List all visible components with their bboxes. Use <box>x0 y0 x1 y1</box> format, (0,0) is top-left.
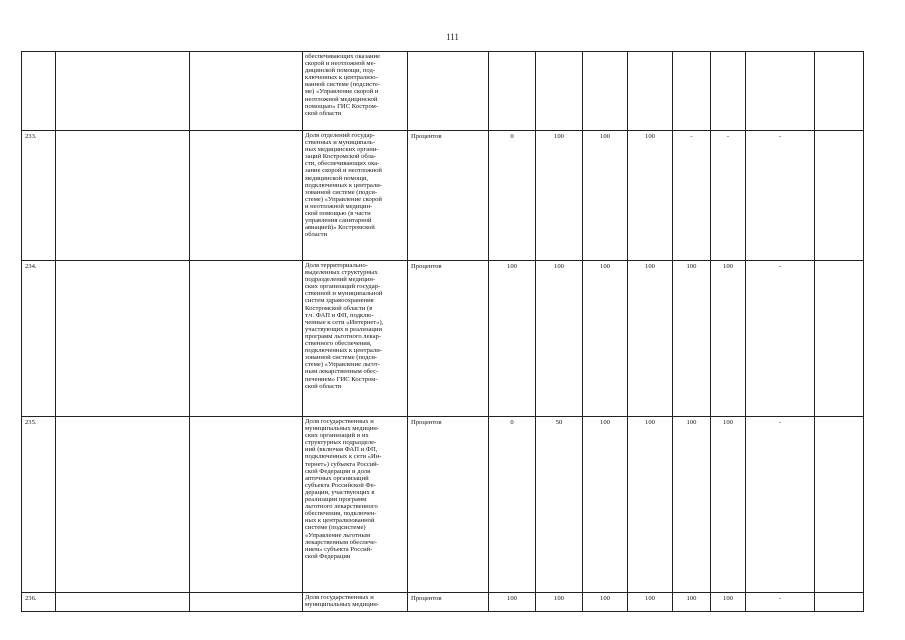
empty-cell <box>190 52 303 131</box>
empty-cell <box>56 417 190 593</box>
unit-cell <box>408 52 489 131</box>
value-cell: 100 <box>583 261 628 417</box>
indicator-line: Доля территориально- <box>305 262 368 269</box>
value-cell: 100 <box>489 261 536 417</box>
value-cell: - <box>711 131 746 261</box>
indicator-line: ской помощью (в части <box>305 210 371 218</box>
unit-cell: Процентов <box>408 131 489 261</box>
indicator-line: подразделений медицин- <box>305 276 376 284</box>
empty-cell <box>190 593 303 612</box>
value-cell: 100 <box>583 593 628 612</box>
value-cell: 100 <box>711 261 746 417</box>
indicator-line: и неотложной медицин- <box>305 202 373 210</box>
indicator-line: подключенных к сети «Ин- <box>305 453 382 461</box>
value-cell: 100 <box>628 417 673 593</box>
indicator-line: ских организаций государ- <box>305 283 381 291</box>
empty-cell <box>815 131 864 261</box>
indicator-name <box>303 417 408 593</box>
unit-cell: Процентов <box>408 417 489 593</box>
indicator-line: Доля государственных и <box>305 594 374 601</box>
indicator-name <box>303 52 408 131</box>
indicator-line: структурных подразделе- <box>305 439 377 447</box>
indicator-line: выделенных структурных <box>305 269 378 277</box>
value-cell: 100 <box>628 593 673 612</box>
value-cell: 100 <box>628 261 673 417</box>
indicator-line: системе (подсистеме) <box>305 524 366 532</box>
indicator-line: ственного обеспечения, <box>305 340 372 348</box>
indicator-line: нием» субъекта Россий- <box>305 545 373 553</box>
empty-cell <box>190 417 303 593</box>
table-row <box>22 593 864 612</box>
indicator-line: управления санитарной <box>305 217 372 225</box>
value-cell: 100 <box>673 417 711 593</box>
indicator-line: субъекта Российской Фе- <box>305 481 376 489</box>
value-cell: - <box>746 593 815 612</box>
row-number: 233. <box>22 131 56 261</box>
row-number: 234. <box>22 261 56 417</box>
value-cell: 100 <box>536 593 583 612</box>
value-cell <box>536 52 583 131</box>
indicator-line: ченные к сети «Интернет»), <box>305 318 384 326</box>
indicator-line: печением» ГИС Костром- <box>305 375 378 383</box>
indicator-line: тернет») субъекта Россий- <box>305 460 379 468</box>
value-cell <box>628 52 673 131</box>
value-cell: 100 <box>489 593 536 612</box>
value-cell: 100 <box>583 417 628 593</box>
row-number: 235. <box>22 417 56 593</box>
indicator-line: зованной системе (подси- <box>305 354 378 362</box>
value-cell: 100 <box>711 417 746 593</box>
indicator-line: зание скорой и неотложной <box>305 167 382 175</box>
indicator-line: льготного лекарственного <box>305 503 378 511</box>
indicator-line: ний (включая ФАП и ФП, <box>305 446 378 454</box>
indicator-line: ме) «Управление скорой и <box>305 88 379 96</box>
empty-cell <box>190 261 303 417</box>
indicator-line: т.ч. ФАП и ФП, подклю- <box>305 311 374 319</box>
indicator-line: ской Федерации и доля <box>305 467 371 475</box>
indicator-line: помощью» ГИС Костром- <box>305 102 379 110</box>
indicator-line: «Управление льготным <box>305 531 371 539</box>
page-number: 111 <box>446 32 459 42</box>
indicator-line: авиацией)» Костромской <box>305 224 375 232</box>
value-cell: - <box>746 417 815 593</box>
indicator-line: ских организаций и их <box>305 432 369 440</box>
indicator-line: ственной и муниципальной <box>305 290 383 298</box>
value-cell: - <box>673 131 711 261</box>
indicator-line: Костромской области (в <box>305 304 373 312</box>
value-cell: 100 <box>536 131 583 261</box>
indicator-line: ным лекарственным обес- <box>305 368 379 376</box>
indicator-line: Доля отделений государ- <box>305 132 375 139</box>
indicator-line: неотложной медицинской <box>305 95 378 103</box>
indicator-line: лекарственным обеспече- <box>305 538 377 546</box>
indicator-line: Доля государственных и <box>305 418 374 425</box>
indicators-table <box>21 51 864 612</box>
unit-cell: Процентов <box>408 261 489 417</box>
empty-cell <box>815 261 864 417</box>
table-row <box>22 417 864 593</box>
indicator-line: стеме) «Управление скорой <box>305 195 382 203</box>
indicator-line: подключенных к централи- <box>305 347 382 355</box>
value-cell: 100 <box>536 261 583 417</box>
indicator-line: области <box>305 231 328 239</box>
indicator-line: ных медицинских органи- <box>305 146 379 154</box>
indicator-line: обеспечивающих оказание <box>305 53 380 60</box>
unit-cell: Процентов <box>408 593 489 612</box>
table-row <box>22 261 864 417</box>
indicator-line: ключенных к централизо- <box>305 74 378 82</box>
indicator-line: ванной системе (подсисте- <box>305 81 380 89</box>
value-cell <box>583 52 628 131</box>
indicator-line: ской области <box>305 109 342 117</box>
row-number <box>22 52 56 131</box>
indicator-line: зованной системе (подси- <box>305 188 378 196</box>
indicator-line: участвующих в реализации <box>305 325 382 333</box>
indicator-line: муниципальных медицин- <box>305 425 379 433</box>
value-cell: 100 <box>628 131 673 261</box>
empty-cell <box>56 593 190 612</box>
value-cell: 100 <box>711 593 746 612</box>
indicator-line: обеспечения, подключен- <box>305 510 377 518</box>
indicator-line: программ льготного лекар- <box>305 332 382 340</box>
indicator-line: реализации программ <box>305 496 367 504</box>
value-cell <box>489 52 536 131</box>
value-cell: 100 <box>583 131 628 261</box>
indicator-name <box>303 261 408 417</box>
indicator-line: ской Федерации <box>305 552 351 560</box>
value-cell: 100 <box>673 261 711 417</box>
indicator-line: дерации, участвующих в <box>305 488 375 496</box>
indicator-line: дицинской помощи, под- <box>305 67 375 75</box>
indicator-line: медицинской помощи, <box>305 174 369 182</box>
empty-cell <box>190 131 303 261</box>
value-cell: 50 <box>536 417 583 593</box>
value-cell: 0 <box>489 131 536 261</box>
indicator-line: ных к централизованной <box>305 517 375 525</box>
empty-cell <box>815 593 864 612</box>
empty-cell <box>56 261 190 417</box>
value-cell <box>711 52 746 131</box>
indicator-line: ственных и муниципаль- <box>305 139 376 147</box>
indicator-line: стеме) «Управление льгот- <box>305 361 380 369</box>
empty-cell <box>815 417 864 593</box>
indicator-line: заций Костромской обла- <box>305 153 376 161</box>
value-cell: 100 <box>673 593 711 612</box>
empty-cell <box>815 52 864 131</box>
indicator-line: ской области <box>305 382 342 390</box>
indicator-line: подключенных к централи- <box>305 181 382 189</box>
indicator-line: систем здравоохранения <box>305 297 374 305</box>
empty-cell <box>56 131 190 261</box>
indicator-name <box>303 593 408 612</box>
value-cell: - <box>746 261 815 417</box>
table-row <box>22 131 864 261</box>
empty-cell <box>56 52 190 131</box>
indicator-name <box>303 131 408 261</box>
indicator-line: скорой и неотложной ме- <box>305 60 376 68</box>
value-cell <box>673 52 711 131</box>
indicator-line: аптечных организаций <box>305 474 369 482</box>
value-cell: - <box>746 131 815 261</box>
row-number: 236. <box>22 593 56 612</box>
table-row <box>22 52 864 131</box>
value-cell: 0 <box>489 417 536 593</box>
indicator-line: сти, обеспечивающих ока- <box>305 160 380 168</box>
indicator-line: муниципальных медицин- <box>305 601 379 609</box>
value-cell <box>746 52 815 131</box>
